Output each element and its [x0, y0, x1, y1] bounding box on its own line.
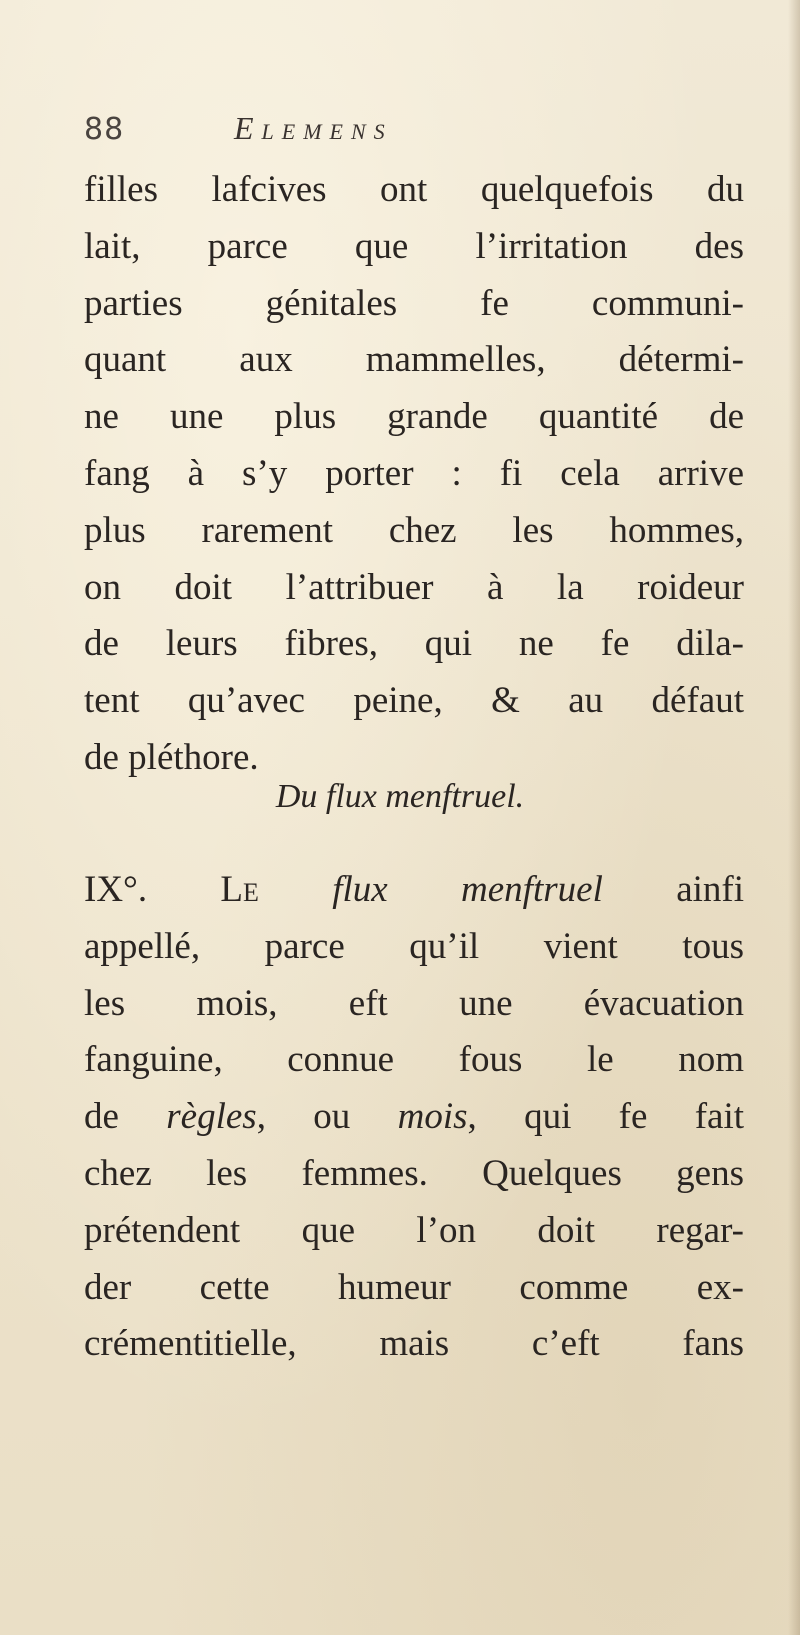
text-line: crémentitielle, mais c’eft fans: [84, 1323, 744, 1365]
text-line: [84, 862, 744, 919]
text-line: fang à s’y porter : fi cela arrive: [84, 452, 744, 494]
paragraph-menstrual-flow: [84, 862, 744, 1373]
italic-term: mois: [397, 1096, 468, 1138]
text-line: parties génitales fe communi-: [84, 282, 744, 324]
text-line: filles lafcives ont quelquefois du: [84, 169, 744, 210]
paragraph-lactation: [84, 162, 744, 787]
running-title: Elemens: [234, 110, 393, 146]
page-header: [84, 108, 393, 148]
text-span: ainfi: [676, 869, 744, 910]
page-gutter-shadow: [788, 0, 800, 1635]
text-span: de: [84, 1096, 119, 1138]
text-line: les mois, eft une évacuation: [84, 982, 744, 1024]
text-span: , qui fe fait: [467, 1096, 745, 1138]
text-line: [84, 1089, 744, 1146]
text-line: fanguine, connue fous le nom: [84, 1039, 744, 1081]
section-number: IX°.: [84, 869, 148, 910]
text-line: de pléthore.: [84, 736, 259, 778]
text-line: der cette humeur comme ex-: [84, 1266, 744, 1308]
text-line: tent qu’avec peine, & au défaut: [84, 680, 744, 722]
text-line: lait, parce que l’irritation des: [84, 225, 744, 267]
text-line: prétendent que l’on doit regar-: [84, 1209, 744, 1251]
text-line: ne une plus grande quantité de: [84, 396, 744, 438]
italic-term: règles: [166, 1096, 257, 1138]
text-line: on doit l’attribuer à la roideur: [84, 566, 744, 608]
text-line: de leurs fibres, qui ne fe dila-: [84, 623, 744, 665]
text-line: plus rarement chez les hommes,: [84, 509, 744, 551]
page-number: 88: [84, 112, 125, 147]
section-heading: Du flux menftruel.: [275, 778, 525, 815]
small-caps-word: Le: [220, 869, 259, 910]
text-line: appellé, parce qu’il vient tous: [84, 925, 744, 967]
text-line: quant aux mammelles, détermi-: [84, 339, 744, 381]
italic-term: flux menftruel: [332, 869, 603, 910]
text-span: , ou: [256, 1096, 351, 1138]
text-line: chez les femmes. Quelques gens: [84, 1152, 744, 1194]
